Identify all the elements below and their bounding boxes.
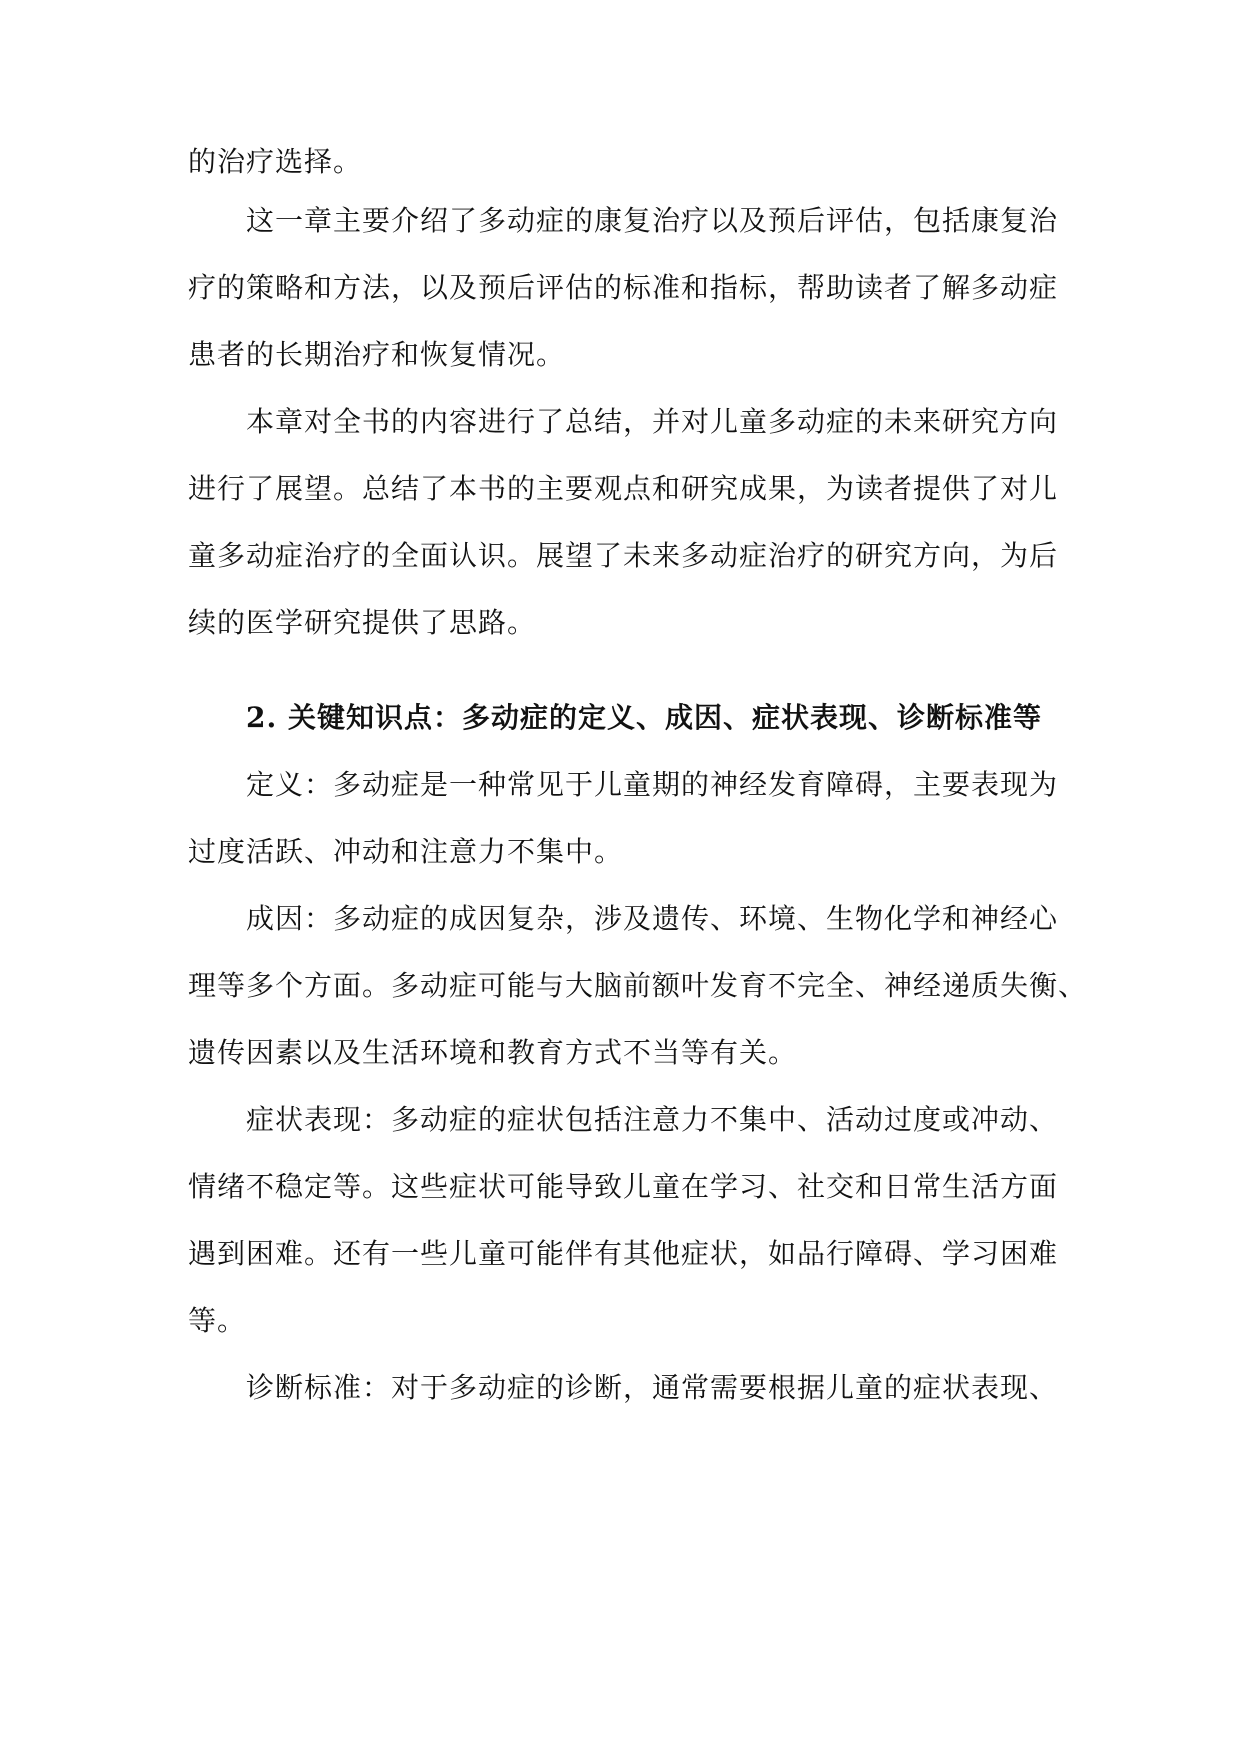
text-line: 的治疗选择。 bbox=[188, 145, 363, 178]
text-line: 遗传因素以及生活环境和教育方式不当等有关。 bbox=[188, 1036, 798, 1069]
paragraph-line: 症状表现：多动症的症状包括注意力不集中、活动过度或冲动、 bbox=[246, 1103, 1059, 1136]
text-line: 疗的策略和方法，以及预后评估的标准和指标，帮助读者了解多动症 bbox=[188, 271, 1059, 304]
text-line: 等。 bbox=[188, 1304, 247, 1337]
paragraph-line: 成因：多动症的成因复杂，涉及遗传、环境、生物化学和神经心 bbox=[246, 902, 1059, 935]
text-line: 进行了展望。总结了本书的主要观点和研究成果，为读者提供了对儿 bbox=[188, 472, 1059, 505]
paragraph-line: 本章对全书的内容进行了总结，并对儿童多动症的未来研究方向 bbox=[246, 405, 1059, 438]
text-line: 童多动症治疗的全面认识。展望了未来多动症治疗的研究方向，为后 bbox=[188, 539, 1059, 572]
paragraph-line: 定义：多动症是一种常见于儿童期的神经发育障碍，主要表现为 bbox=[246, 768, 1059, 801]
paragraph-line: 这一章主要介绍了多动症的康复治疗以及预后评估，包括康复治 bbox=[246, 204, 1059, 237]
text-line: 理等多个方面。多动症可能与大脑前额叶发育不完全、神经递质失衡、 bbox=[188, 969, 1088, 1002]
paragraph-line: 诊断标准：对于多动症的诊断，通常需要根据儿童的症状表现、 bbox=[246, 1371, 1059, 1404]
text-line: 情绪不稳定等。这些症状可能导致儿童在学习、社交和日常生活方面 bbox=[188, 1170, 1059, 1203]
text-line: 患者的长期治疗和恢复情况。 bbox=[188, 338, 566, 371]
section-heading: 2. 关键知识点：多动症的定义、成因、症状表现、诊断标准等 bbox=[246, 701, 1042, 734]
text-line: 遇到困难。还有一些儿童可能伴有其他症状，如品行障碍、学习困难 bbox=[188, 1237, 1059, 1270]
text-line: 过度活跃、冲动和注意力不集中。 bbox=[188, 835, 624, 868]
text-line: 续的医学研究提供了思路。 bbox=[188, 606, 537, 639]
